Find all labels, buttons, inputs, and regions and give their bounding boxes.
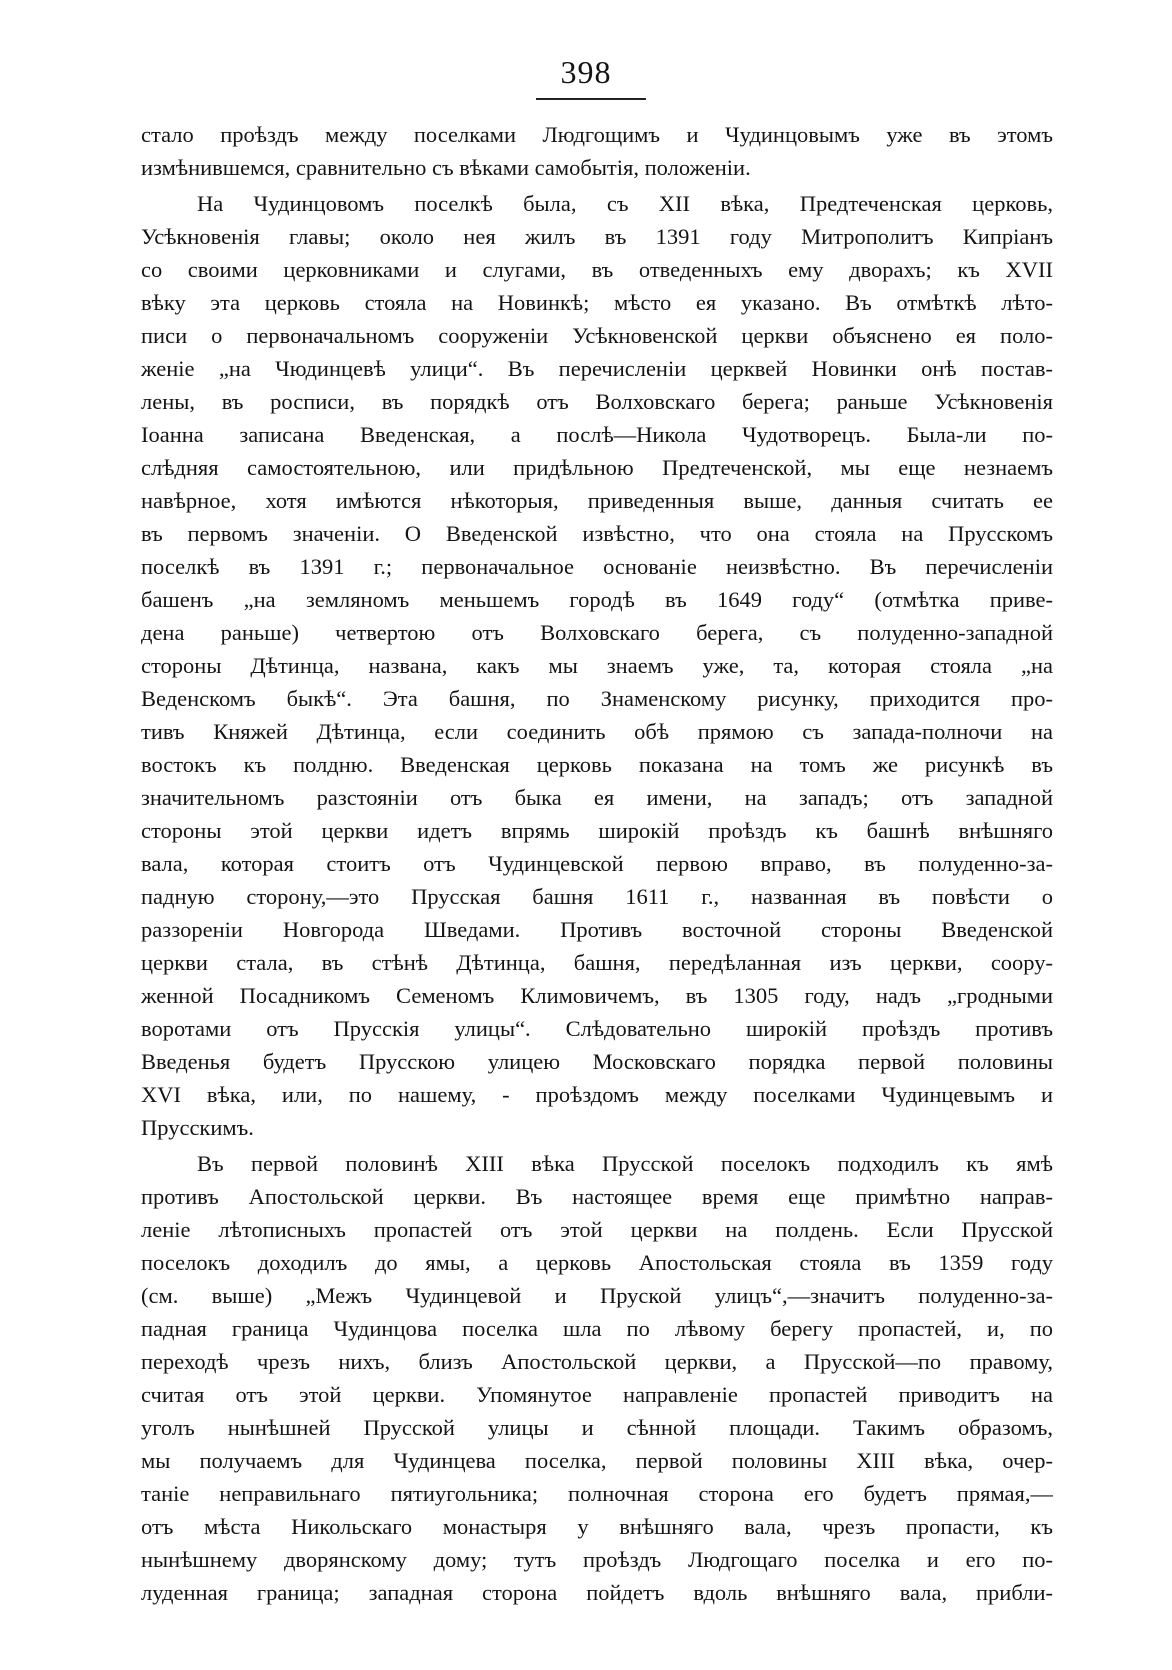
text-line: значительномъ разстояніи отъ быка ея имени, на западъ; отъ западной bbox=[141, 785, 1053, 810]
text-line: женной Посадникомъ Семеномъ Климовичемъ, въ 1305 году, надъ „гродными bbox=[141, 983, 1053, 1008]
text-line: уголъ нынѣшней Прусской улицы и сѣнной площади. Такимъ образомъ, bbox=[141, 1415, 1053, 1440]
text-line: противъ Апостольской церкви. Въ настоящее время еще примѣтно направ- bbox=[141, 1184, 1053, 1209]
text-line: со своими церковниками и слугами, въ отведенныхъ ему дворахъ; къ XVII bbox=[141, 257, 1053, 282]
text-line: Прусскимъ. bbox=[141, 1115, 254, 1140]
text-line: переходѣ чрезъ нихъ, близъ Апостольской церкви, а Прусской—по правому, bbox=[141, 1349, 1053, 1374]
text-line: воротами отъ Прусскія улицы“. Слѣдовательно широкій проѣздъ противъ bbox=[141, 1016, 1053, 1041]
text-line: Веденскомъ быкѣ“. Эта башня, по Знаменскому рисунку, приходится про- bbox=[141, 686, 1053, 711]
text-line: башенъ „на земляномъ меньшемъ городѣ въ 1649 году“ (отмѣтка приве- bbox=[141, 587, 1053, 612]
text-line: (см. выше) „Межъ Чудинцевой и Пруской улицъ“,—значитъ полуденно-за- bbox=[141, 1283, 1053, 1308]
text-line: падную сторону,—это Прусская башня 1611 г., названная въ повѣсти о bbox=[141, 884, 1053, 909]
text-line: Усѣкновенія главы; около нея жилъ въ 1391 году Митрополитъ Кипріанъ bbox=[141, 224, 1053, 249]
text-line: женіе „на Чюдинцевѣ улици“. Въ перечисленіи церквей Новинки онѣ постав- bbox=[141, 356, 1053, 381]
text-line: мы получаемъ для Чудинцева поселка, первой половины XIII вѣка, очер- bbox=[141, 1448, 1053, 1473]
text-line: въ первомъ значеніи. О Введенской извѣстно, что она стояла на Прусскомъ bbox=[141, 521, 1053, 546]
text-line: отъ мѣста Никольскаго монастыря у внѣшняго вала, чрезъ пропасти, къ bbox=[141, 1514, 1053, 1539]
text-line: слѣдняя самостоятельною, или придѣльною Предтеченской, мы еще незнаемъ bbox=[141, 455, 1053, 480]
paragraph bbox=[141, 1147, 1053, 1609]
text-line: таніе неправильнаго пятиугольника; полночная сторона его будетъ прямая,— bbox=[141, 1481, 1053, 1506]
text-line: вала, которая стоитъ отъ Чудинцевской первою вправо, въ полуденно-за- bbox=[141, 851, 1053, 876]
text-line: востокъ къ полдню. Введенская церковь показана на томъ же рисункѣ въ bbox=[141, 752, 1053, 777]
header-rule bbox=[536, 98, 646, 100]
text-line: поселкѣ въ 1391 г.; первоначальное основаніе неизвѣстно. Въ перечисленіи bbox=[141, 554, 1053, 579]
text-line: поселокъ доходилъ до ямы, а церковь Апостольская стояла въ 1359 году bbox=[141, 1250, 1053, 1275]
text-line: На Чудинцовомъ поселкѣ была, съ XII вѣка, Предтеченская церковь, bbox=[197, 191, 1053, 216]
text-line: нынѣшнему дворянскому дому; тутъ проѣздъ Людгощаго поселка и его по- bbox=[141, 1547, 1053, 1572]
text-line: Въ первой половинѣ XIII вѣка Прусской поселокъ подходилъ къ ямѣ bbox=[197, 1151, 1053, 1176]
text-line: падная граница Чудинцова поселка шла по лѣвому берегу пропастей, и, по bbox=[141, 1316, 1053, 1341]
text-line: тивъ Княжей Дѣтинца, если соединить обѣ прямою съ запада-полночи на bbox=[141, 719, 1053, 744]
text-line: леніе лѣтописныхъ пропастей отъ этой церкви на полдень. Если Прусской bbox=[141, 1217, 1053, 1242]
text-line: стороны этой церкви идетъ впрямь широкій проѣздъ къ башнѣ внѣшняго bbox=[141, 818, 1053, 843]
text-line: писи о первоначальномъ сооруженіи Усѣкновенской церкви объяснено ея поло- bbox=[141, 323, 1053, 348]
text-line: XVI вѣка, или, по нашему, - проѣздомъ между поселками Чудинцевымъ и bbox=[141, 1082, 1053, 1107]
text-line: лены, въ росписи, въ порядкѣ отъ Волховскаго берега; раньше Усѣкновенія bbox=[141, 389, 1053, 414]
paragraph bbox=[141, 118, 1053, 184]
text-line: считая отъ этой церкви. Упомянутое направленіе пропастей приводитъ на bbox=[141, 1382, 1053, 1407]
text-line: стало проѣздъ между поселками Людгощимъ и Чудинцовымъ уже въ этомъ bbox=[141, 122, 1053, 147]
paragraph bbox=[141, 187, 1053, 1144]
text-line: навѣрное, хотя имѣются нѣкоторыя, приведенныя выше, данныя считать ее bbox=[141, 488, 1053, 513]
body-text bbox=[141, 118, 1053, 1609]
text-line: стороны Дѣтинца, названа, какъ мы знаемъ уже, та, которая стояла „на bbox=[141, 653, 1053, 678]
text-line: раззореніи Новгорода Шведами. Противъ восточной стороны Введенской bbox=[141, 917, 1053, 942]
text-line: луденная граница; западная сторона пойдетъ вдоль внѣшняго вала, прибли- bbox=[141, 1580, 1053, 1605]
text-line: церкви стала, въ стѣнѣ Дѣтинца, башня, передѣланная изъ церкви, соору- bbox=[141, 950, 1053, 975]
text-line: измѣнившемся, сравнительно съ вѣками самобытія, положеніи. bbox=[141, 155, 751, 180]
page-number: 398 bbox=[560, 54, 612, 90]
text-line: дена раньше) четвертою отъ Волховскаго берега, съ полуденно-западной bbox=[141, 620, 1053, 645]
text-line: Іоанна записана Введенская, а послѣ—Никола Чудотворецъ. Была-ли по- bbox=[141, 422, 1053, 447]
text-line: Введенья будетъ Прусскою улицею Московскаго порядка первой половины bbox=[141, 1049, 1053, 1074]
text-line: вѣку эта церковь стояла на Новинкѣ; мѣсто ея указано. Въ отмѣткѣ лѣто- bbox=[141, 290, 1053, 315]
